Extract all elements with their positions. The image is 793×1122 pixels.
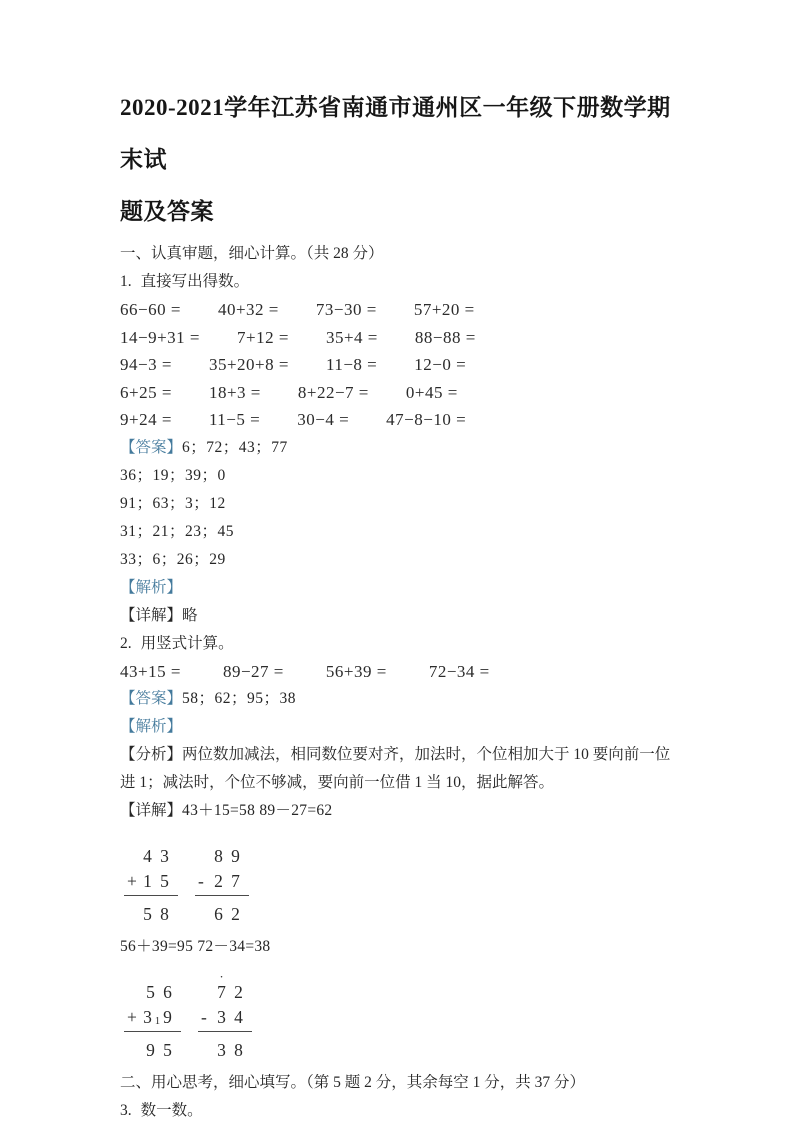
answer-values: 31；21；23；45 xyxy=(120,522,235,540)
calc-row xyxy=(120,379,681,407)
title-line-2: 题及答案 xyxy=(120,199,214,224)
equation: 30−4 = xyxy=(297,410,350,429)
q2-detail-line xyxy=(120,797,681,825)
question-3-label xyxy=(120,1097,681,1122)
vertical-calc-group-1 xyxy=(124,834,681,925)
question-2-label xyxy=(120,630,681,658)
answer-values: 36；19；39；0 xyxy=(120,466,226,484)
section-1-heading: 一、认真审题，细心计算。（共 28 分） xyxy=(120,245,384,262)
answer-values: 58；62；95；38 xyxy=(182,690,297,707)
minus-sign: - xyxy=(201,1007,207,1027)
vcalc-top-row: 8 9 xyxy=(214,846,240,866)
equation: 11−8 = xyxy=(325,355,378,374)
equation: 40+32 = xyxy=(217,300,279,319)
breakdown-marker: 【分析】 xyxy=(120,746,183,763)
borrow-dot-mark: · xyxy=(219,969,224,984)
calc-row xyxy=(120,296,681,324)
vertical-calc-group-2 xyxy=(124,970,681,1061)
q2-analysis-line xyxy=(120,713,681,741)
equation: 73−30 = xyxy=(315,300,377,319)
equation: 11−5 = xyxy=(208,410,261,429)
equation: 72−34 = xyxy=(428,661,490,681)
equation: 8+22−7 = xyxy=(297,382,369,402)
breakdown-text: 两位数加减法，相同数位要对齐，加法时，个位相加大于 10 要向前一位进 1；减法时，个位不够减，要向前一位借 1 当 10，据此解答。 xyxy=(120,746,671,791)
answer-marker: 【答案】 xyxy=(120,438,183,456)
minus-sign: - xyxy=(198,871,204,891)
question-text: 用竖式计算。 xyxy=(140,634,234,652)
plus-sign: + xyxy=(127,871,137,891)
detail-equations: 43＋15=58 89－27=62 xyxy=(182,802,333,819)
vcalc-result-row: 9 5 xyxy=(146,1040,172,1060)
equation: 0+45 = xyxy=(405,382,458,402)
answer-marker: 【答案】 xyxy=(120,690,183,707)
vertical-calculation-43-15 xyxy=(124,834,178,925)
question-number: 1. xyxy=(120,273,132,290)
vcalc-top-row: 4 3 xyxy=(143,846,169,866)
vertical-calculation-56-39 xyxy=(124,970,181,1061)
equation: 43+15 = xyxy=(120,661,181,681)
detail-marker: 【详解】 xyxy=(120,606,183,624)
detail-marker: 【详解】 xyxy=(120,802,183,819)
question-number: 3. xyxy=(120,1102,132,1119)
equation: 35+20+8 = xyxy=(208,355,289,374)
vcalc-top-row: 5 6 xyxy=(146,982,172,1002)
carry-mark: 1 xyxy=(154,1016,161,1027)
q2-breakdown-paragraph xyxy=(120,741,680,797)
vcalc-result-row: 6 2 xyxy=(214,904,240,924)
equation: 88−88 = xyxy=(414,327,476,347)
calc-row xyxy=(120,324,681,352)
equation: 9+24 = xyxy=(120,410,172,429)
analysis-marker: 【解析】 xyxy=(120,578,183,596)
vcalc-top-row: · 7 2 xyxy=(217,969,243,1002)
title-line-1: 2020-2021学年江苏省南通市通州区一年级下册数学期末试 xyxy=(120,95,671,172)
vertical-calculation-72-34 xyxy=(198,970,252,1061)
answer-values: 6；72；43；77 xyxy=(182,438,288,456)
section-2-heading: 二、用心思考，细心填写。（第 5 题 2 分，其余每空 1 分，共 37 分） xyxy=(120,1074,586,1091)
document-title xyxy=(120,82,681,238)
equation: 56+39 = xyxy=(325,661,387,681)
calc-row xyxy=(120,406,681,434)
equation: 18+3 = xyxy=(208,382,261,402)
plus-sign: + xyxy=(127,1007,137,1027)
oral-calculation-grid xyxy=(120,296,681,434)
equation: 47−8−10 = xyxy=(386,410,467,429)
equation: 12−0 = xyxy=(414,355,467,374)
question-text: 数一数。 xyxy=(140,1102,203,1119)
equation: 6+25 = xyxy=(120,382,172,402)
answer-values: 33；6；26；29 xyxy=(120,550,226,568)
column-calc-row xyxy=(120,658,681,686)
vcalc-operator-row: - 2 7 xyxy=(195,867,249,896)
vcalc-operator-row: + 3 1 9 xyxy=(124,1003,181,1032)
detail-text: 略 xyxy=(182,606,198,624)
vcalc-result-row: 3 8 xyxy=(217,1040,243,1060)
calc-row xyxy=(120,351,681,379)
equation: 94−3 = xyxy=(120,355,172,374)
detail-equations: 56＋39=95 72－34=38 xyxy=(120,938,271,955)
vertical-calculation-89-27 xyxy=(195,834,249,925)
vcalc-operator-row: + 1 5 xyxy=(124,867,178,896)
equation: 57+20 = xyxy=(413,300,475,319)
question-number: 2. xyxy=(120,634,132,652)
question-text: 直接写出得数。 xyxy=(140,273,250,290)
equation: 89−27 = xyxy=(222,661,284,681)
equation: 7+12 = xyxy=(237,327,289,347)
q2-answer-line xyxy=(120,685,681,713)
q1-answer-line xyxy=(120,434,681,462)
analysis-marker: 【解析】 xyxy=(120,718,183,735)
equation: 14−9+31 = xyxy=(120,327,201,347)
q1-analysis-line xyxy=(120,574,681,602)
question-1-label xyxy=(120,268,681,296)
equation: 66−60 = xyxy=(120,300,181,319)
vcalc-result-row: 5 8 xyxy=(143,904,169,924)
vcalc-operator-row: - 3 4 xyxy=(198,1003,252,1032)
answer-values: 91；63；3；12 xyxy=(120,494,226,512)
equation: 35+4 = xyxy=(325,327,378,347)
q1-detail-line xyxy=(120,602,681,630)
